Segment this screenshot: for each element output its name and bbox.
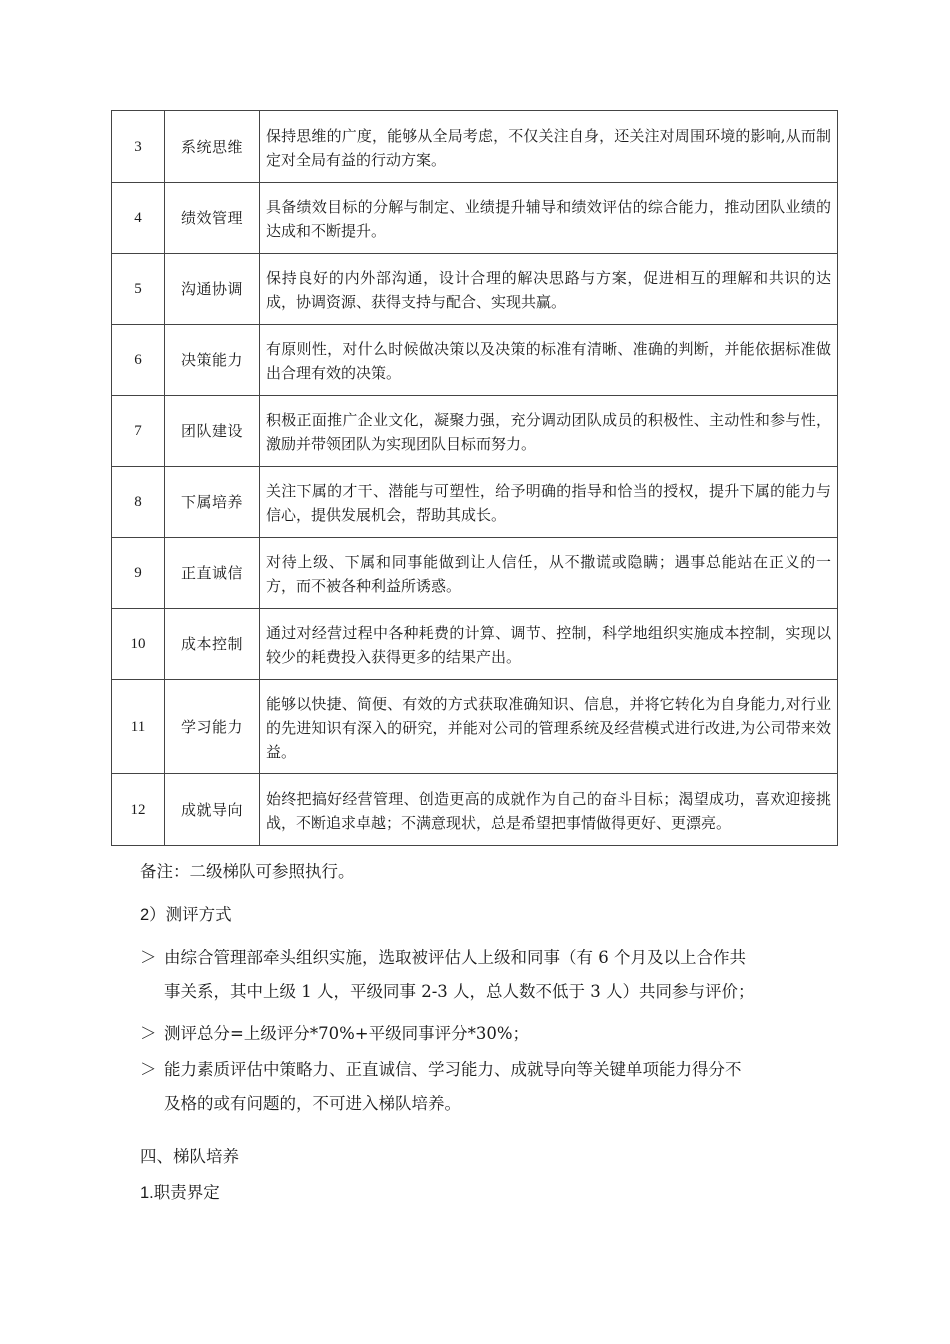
table-row: [112, 774, 838, 846]
competency-name: 决策能力: [165, 325, 260, 396]
row-number: 6: [112, 325, 165, 396]
row-number: 10: [112, 609, 165, 680]
competency-description: 有原则性，对什么时候做决策以及决策的标准有清晰、准确的判断，并能依据标准做出合理有效的决策。: [260, 325, 838, 396]
competency-description: 对待上级、下属和同事能做到让人信任，从不撒谎或隐瞒；遇事总能站在正义的一方，而不被各种利益所诱惑。: [260, 538, 838, 609]
competency-name: 正直诚信: [165, 538, 260, 609]
bullet-item: [140, 1017, 840, 1051]
row-number: 9: [112, 538, 165, 609]
subsection-heading: 1.职责界定: [140, 1184, 220, 1202]
section-heading: 四、梯队培养: [140, 1147, 239, 1166]
competency-description: 始终把搞好经营管理、创造更高的成就作为自己的奋斗目标；渴望成功，喜欢迎接挑战，不断追求卓越；不满意现状，总是希望把事情做得更好、更漂亮。: [260, 774, 838, 846]
row-number: 12: [112, 774, 165, 846]
competency-description: 保持良好的内外部沟通，设计合理的解决思路与方案，促进相互的理解和共识的达成，协调资源、获得支持与配合、实现共赢。: [260, 254, 838, 325]
competency-table-body: [112, 111, 838, 846]
competency-name: 成本控制: [165, 609, 260, 680]
table-row: [112, 183, 838, 254]
bullet-marker: ＞: [140, 1024, 157, 1043]
table-row: [112, 467, 838, 538]
table-note: 备注：二级梯队可参照执行。: [140, 862, 355, 881]
bullet-marker: ＞: [140, 948, 157, 967]
evaluation-method-title: 2）测评方式: [140, 906, 232, 924]
table-row: [112, 538, 838, 609]
bullet-text-line1: 能力素质评估中策略力、正直诚信、学习能力、成就导向等关键单项能力得分不: [164, 1060, 742, 1079]
competency-name: 团队建设: [165, 396, 260, 467]
competency-name: 沟通协调: [165, 254, 260, 325]
table-row: [112, 325, 838, 396]
bullet-item: [140, 941, 840, 1009]
competency-name: 下属培养: [165, 467, 260, 538]
competency-description: 保持思维的广度，能够从全局考虑，不仅关注自身，还关注对周围环境的影响,从而制定对全局有益的行动方案。: [260, 111, 838, 183]
row-number: 3: [112, 111, 165, 183]
table-row: [112, 111, 838, 183]
row-number: 11: [112, 680, 165, 774]
row-number: 7: [112, 396, 165, 467]
table-row: [112, 609, 838, 680]
bullet-item: [140, 1053, 840, 1121]
competency-table: [111, 110, 838, 846]
competency-description: 能够以快捷、简便、有效的方式获取准确知识、信息，并将它转化为自身能力,对行业的先进知识有深入的研究，并能对公司的管理系统及经营模式进行改进,为公司带来效益。: [260, 680, 838, 774]
row-number: 5: [112, 254, 165, 325]
bullet-text-line1: 由综合管理部牵头组织实施，选取被评估人上级和同事（有 6 个月及以上合作共: [164, 948, 746, 967]
competency-description: 关注下属的才干、潜能与可塑性，给予明确的指导和恰当的授权，提升下属的能力与信心，提供发展机会，帮助其成长。: [260, 467, 838, 538]
competency-description: 具备绩效目标的分解与制定、业绩提升辅导和绩效评估的综合能力，推动团队业绩的达成和不断提升。: [260, 183, 838, 254]
competency-name: 学习能力: [165, 680, 260, 774]
bullet-text-line2: 事关系，其中上级 1 人，平级同事 2-3 人，总人数不低于 3 人）共同参与评价；: [164, 982, 755, 1001]
competency-description: 通过对经营过程中各种耗费的计算、调节、控制，科学地组织实施成本控制，实现以较少的耗费投入获得更多的结果产出。: [260, 609, 838, 680]
competency-description: 积极正面推广企业文化，凝聚力强，充分调动团队成员的积极性、主动性和参与性，激励并带领团队为实现团队目标而努力。: [260, 396, 838, 467]
table-row: [112, 254, 838, 325]
bullet-text-line1: 测评总分=上级评分*70%+平级同事评分*30%；: [164, 1024, 529, 1043]
competency-name: 绩效管理: [165, 183, 260, 254]
competency-name: 系统思维: [165, 111, 260, 183]
bullet-marker: ＞: [140, 1060, 157, 1079]
row-number: 8: [112, 467, 165, 538]
bullet-text-line2: 及格的或有问题的，不可进入梯队培养。: [164, 1094, 461, 1113]
table-row: [112, 680, 838, 774]
row-number: 4: [112, 183, 165, 254]
table-row: [112, 396, 838, 467]
competency-name: 成就导向: [165, 774, 260, 846]
